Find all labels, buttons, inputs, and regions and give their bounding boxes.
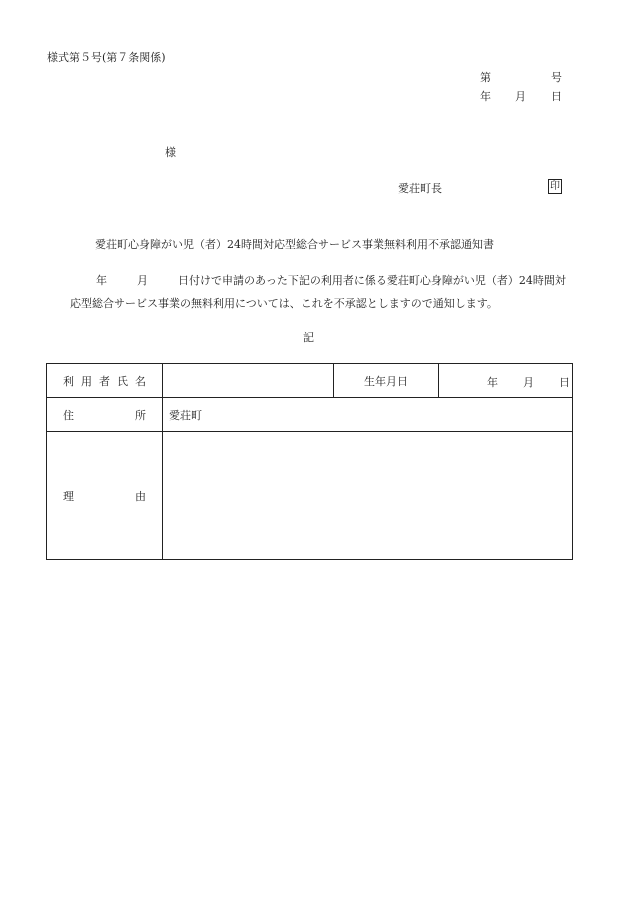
user-name-value[interactable] [163,364,334,398]
recipient: 様 [165,146,176,159]
issuer-name: 愛荘町長 [398,182,442,195]
birthdate-year: 年 [487,376,498,389]
body-year: 年 [96,274,107,287]
doc-number-go: 号 [551,71,562,84]
birthdate-day: 日 [559,376,570,389]
document-title: 愛荘町心身障がい児（者）24時間対応型総合サービス事業無料利用不承認通知書 [95,238,494,251]
user-name-label: 利 用 者 氏 名 [47,364,163,398]
table-row-user [47,364,573,398]
seal-mark: 印 [550,181,560,192]
birthdate-month: 月 [523,376,534,389]
address-label: 住 所 [47,398,163,432]
info-table [46,363,573,560]
body-text: 日付けで申請のあった下記の利用者に係る愛荘町心身障がい児（者）24時間対応型総合サービス事業の無料利用については、これを不承認としますので通知します。 [70,274,566,310]
table-row-reason [47,432,573,560]
form-label: 様式第５号(第７条関係) [47,51,166,64]
date-day: 日 [551,90,562,103]
birthdate-label: 生年月日 [334,364,439,398]
body-month: 月 [137,274,148,287]
body-paragraph [70,269,575,315]
doc-number-dai: 第 [480,71,491,84]
ki-heading: 記 [303,331,314,344]
reason-label: 理 由 [47,432,163,560]
date-month: 月 [515,90,526,103]
date-year: 年 [480,90,491,103]
address-value[interactable]: 愛荘町 [163,398,573,432]
table-row-address [47,398,573,432]
reason-value[interactable] [163,432,573,560]
birthdate-value[interactable] [439,364,573,398]
